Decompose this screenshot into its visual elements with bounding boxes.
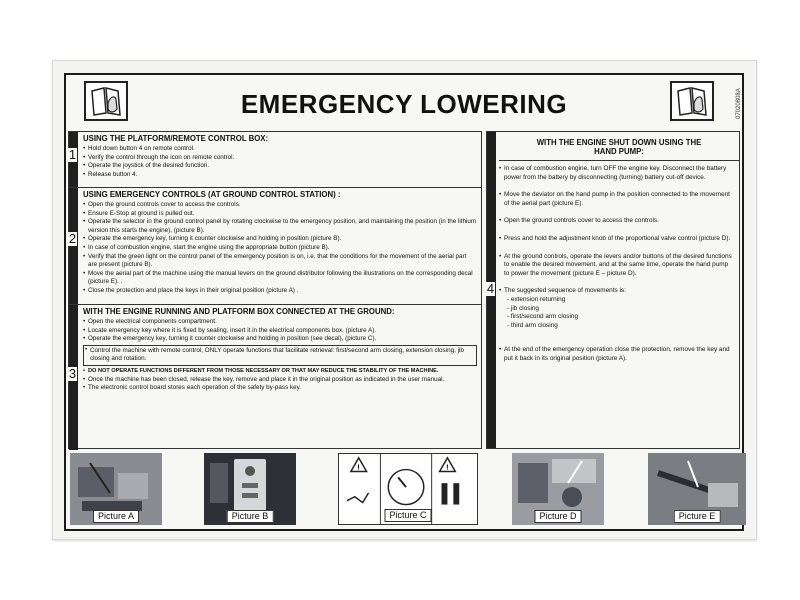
sequence-item: - third arm closing (507, 321, 558, 329)
list-item: • Ensure E-Stop at ground is pulled out. (83, 210, 477, 219)
sequence-item: - jib closing (507, 304, 539, 312)
list-item: • Locate emergency key where it is fixed by sealing, insert it in the electrical components box. (picture A). (83, 327, 477, 336)
picture-label: Picture D (534, 510, 581, 523)
picture-d (512, 453, 604, 525)
section-3 (69, 304, 481, 450)
list-item: • Open the electrical components compartment. (83, 318, 477, 327)
list-item: • Close the protection and place the keys in their original position (picture A) . (83, 287, 477, 296)
list-item: • Once the machine has been closed, release the key, remove and place it in the original position as indicated in the user manual. (83, 376, 477, 385)
paragraph: • At the ground controls, operate the levers and/or buttons of the desired functions to enable the desired movement, and at the same time, operate the hand pump to power the movement (picture E – picture D). (499, 253, 733, 279)
instruction-list (69, 145, 481, 179)
section-2 (69, 187, 481, 305)
picture-e (648, 453, 746, 525)
step-number: 3 (68, 366, 77, 381)
section-1 (69, 132, 481, 187)
picture-label: Picture A (93, 510, 139, 523)
section-heading: USING EMERGENCY CONTROLS (AT GROUND CONTROL STATION) : (83, 190, 341, 199)
sequence-item: - first/second arm closing (507, 313, 579, 321)
section-heading: USING THE PLATFORM/REMOTE CONTROL BOX: (83, 134, 269, 143)
list-item: • Operate the emergency key, turning it counter clockwise and holding in position (picture B). (83, 235, 477, 244)
picture-c (338, 453, 478, 525)
paragraph: • In case of combustion engine, turn OFF the engine key. Disconnect the battery power from the battery by disconnecting (turning) battery cut-off device. (499, 165, 733, 182)
list-item: • Verify the control through the icon on remote control. (83, 154, 477, 163)
svg-text:!: ! (357, 462, 360, 472)
sequence-list (499, 296, 733, 330)
picture-a (70, 453, 162, 525)
list-item: • Release button 4. (83, 171, 477, 180)
section-heading: WITH THE ENGINE RUNNING AND PLATFORM BOX CONNECTED AT THE GROUND: (83, 307, 395, 316)
manual-hand-icon (670, 81, 714, 121)
paragraph: • At the end of the emergency operation close the protection, remove the key and put it back in its original position (picture A). (499, 346, 733, 363)
left-column (68, 131, 482, 449)
step-number: 4 (486, 281, 495, 296)
right-column (486, 131, 740, 449)
list-item: • Verify that the green light on the control panel of the emergency position is on, i.e. that the conditions for the movement of the aerial part are present (picture B). (83, 253, 477, 270)
page-title: EMERGENCY LOWERING (240, 89, 568, 119)
list-item: • Operate the emergency key, turning it counter clockwise and holding in position (see decal), (picture C). (83, 335, 477, 344)
picture-label: Picture E (674, 510, 721, 523)
svg-text:!: ! (445, 462, 449, 472)
section-heading: HAND PUMP: (499, 147, 739, 161)
paragraph: • The suggested sequence of movements is: (499, 287, 733, 296)
sequence-item: - extension returning (507, 295, 566, 303)
list-item: • Operate the selector in the ground control panel by rotating clockwise to the emergency position, and maintaining the position (in the lithium version this starts the engine), (picture B). (83, 218, 477, 235)
picture-b (204, 453, 296, 525)
step-number: 2 (68, 231, 77, 246)
list-item: • Operate the joystick of the desired function. (83, 162, 477, 171)
list-item: • Open the ground controls cover to access the controls. (83, 201, 477, 210)
list-item: • Move the aerial part of the machine using the manual levers on the ground distributor following the illustrations on the corresponding decal (picture E). . (83, 270, 477, 287)
warning-item: • DO NOT OPERATE FUNCTIONS DIFFERENT FROM THOSE NECESSARY OR THAT MAY REDUCE THE STABILITY OF THE MACHINE. (83, 367, 477, 376)
section-heading: WITH THE ENGINE SHUT DOWN USING THE (536, 138, 702, 147)
picture-label: Picture B (227, 510, 274, 523)
instruction-text (487, 165, 739, 364)
list-item-boxed: • Control the machine with remote control, ONLY operate functions that facilitate retrieval: first/second arm closing, extension closing, jib closing and rotation. (83, 345, 477, 366)
list-item: • The electronic control board stores each operation of the safety by-pass key. (83, 384, 477, 393)
picture-label: Picture C (384, 509, 431, 522)
list-item: • In case of combustion engine, start the engine using the appropriate button (picture B). (83, 244, 477, 253)
paragraph: • Press and hold the adjustment knob of the proportional valve control (picture D). (499, 235, 733, 244)
paragraph: • Open the ground controls cover to access the controls. (499, 217, 733, 226)
decal-frame (64, 73, 744, 531)
paragraph: • Move the deviator on the hand pump in the position connected to the movement of the aerial part (picture E). (499, 191, 733, 208)
instruction-list (69, 201, 481, 296)
step-number: 1 (68, 147, 77, 162)
instruction-list (69, 318, 481, 393)
decal-code: 07020808A (736, 88, 742, 119)
list-item: • Hold down button 4 on remote control. (83, 145, 477, 154)
pictures-row (70, 453, 738, 529)
